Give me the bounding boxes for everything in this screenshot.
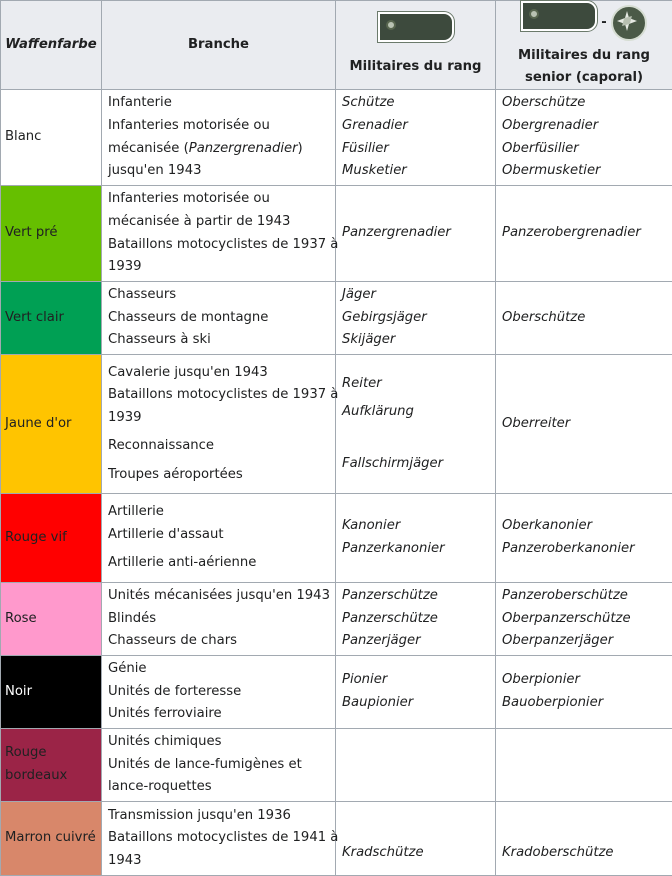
rang-line: Füsilier bbox=[342, 138, 489, 161]
color-cell-marron-cuivre: Marron cuivré bbox=[1, 802, 102, 876]
branche-line: Artillerie anti-aérienne bbox=[108, 552, 329, 575]
header-militaires-du-rang bbox=[336, 1, 496, 90]
branche-line: Unités mécanisées jusqu'en 1943 bbox=[108, 585, 329, 608]
senior-cell bbox=[496, 186, 672, 282]
shoulder-strap-icon bbox=[378, 12, 454, 51]
branche-line: Cavalerie jusqu'en 1943 bbox=[108, 362, 329, 385]
senior-line: Oberschütze bbox=[502, 92, 666, 115]
table-row bbox=[1, 656, 672, 729]
branche-line: Génie bbox=[108, 658, 329, 681]
senior-line: Oberpionier bbox=[502, 669, 666, 692]
branche-cell bbox=[102, 282, 336, 355]
rang-line: Kanonier bbox=[342, 515, 489, 538]
branche-line: Artillerie d'assaut bbox=[108, 524, 329, 547]
table-row bbox=[1, 802, 672, 876]
branche-cell bbox=[102, 656, 336, 729]
color-name-line: Rouge bbox=[5, 742, 97, 765]
rang-line: Aufklärung bbox=[342, 401, 489, 424]
header-branche: Branche bbox=[102, 1, 336, 90]
branche-line: lance-roquettes bbox=[108, 776, 329, 799]
header-militaires-du-rang-senior bbox=[496, 1, 672, 90]
star-pip-icon bbox=[611, 5, 647, 41]
rang-line: Pionier bbox=[342, 669, 489, 692]
rang-cell bbox=[336, 355, 496, 494]
color-cell-blanc: Blanc bbox=[1, 90, 102, 186]
branche-cell bbox=[102, 802, 336, 876]
branche-cell bbox=[102, 355, 336, 494]
senior-cell bbox=[496, 355, 672, 494]
rang-cell bbox=[336, 802, 496, 876]
rang-line: Grenadier bbox=[342, 115, 489, 138]
rang-line: Panzerjäger bbox=[342, 630, 489, 653]
branche-line: Troupes aéroportées bbox=[108, 464, 329, 487]
branche-line: Unités de forteresse bbox=[108, 681, 329, 704]
senior-cell bbox=[496, 494, 672, 583]
rang-line: Fallschirmjäger bbox=[342, 453, 489, 476]
branche-line: mécanisée à partir de 1943 bbox=[108, 211, 329, 234]
branche-line: Bataillons motocyclistes de 1941 à bbox=[108, 827, 329, 850]
branche-line: Chasseurs de chars bbox=[108, 630, 329, 653]
color-cell-noir: Noir bbox=[1, 656, 102, 729]
senior-line: Oberschütze bbox=[502, 307, 666, 330]
branche-line: Artillerie bbox=[108, 501, 329, 524]
branche-line: 1939 bbox=[108, 407, 329, 430]
branche-line: Infanteries motorisée ou bbox=[108, 188, 329, 211]
header-waffenfarbe: Waffenfarbe bbox=[1, 1, 102, 90]
senior-line: Obergrenadier bbox=[502, 115, 666, 138]
branche-line: Bataillons motocyclistes de 1937 à bbox=[108, 234, 329, 257]
rang-line: Kradschütze bbox=[342, 842, 489, 865]
branche-line: Infanterie bbox=[108, 92, 329, 115]
table-row bbox=[1, 494, 672, 583]
branche-line: Blindés bbox=[108, 608, 329, 631]
senior-cell bbox=[496, 802, 672, 876]
senior-line: Oberfüsilier bbox=[502, 138, 666, 161]
senior-line: Bauoberpionier bbox=[502, 692, 666, 715]
branche-cell bbox=[102, 186, 336, 282]
rang-line: Reiter bbox=[342, 373, 489, 396]
header-senior-line2: senior (caporal) bbox=[500, 67, 668, 89]
header-rang-label: Militaires du rang bbox=[340, 56, 491, 78]
rang-line: Jäger bbox=[342, 284, 489, 307]
senior-line: Oberreiter bbox=[502, 413, 666, 436]
table-row bbox=[1, 355, 672, 494]
table-row bbox=[1, 282, 672, 355]
branche-line: jusqu'en 1943 bbox=[108, 160, 329, 183]
branche-line: Chasseurs de montagne bbox=[108, 307, 329, 330]
color-cell-rouge-bordeaux bbox=[1, 729, 102, 802]
branche-line: Unités de lance-fumigènes et bbox=[108, 754, 329, 777]
rang-cell bbox=[336, 282, 496, 355]
color-cell-rouge-vif: Rouge vif bbox=[1, 494, 102, 583]
senior-cell bbox=[496, 282, 672, 355]
rang-cell bbox=[336, 656, 496, 729]
color-cell-vert-pre: Vert pré bbox=[1, 186, 102, 282]
header-row bbox=[1, 1, 672, 90]
table-row bbox=[1, 729, 672, 802]
rang-cell bbox=[336, 729, 496, 802]
rang-line: Schütze bbox=[342, 92, 489, 115]
senior-cell bbox=[496, 656, 672, 729]
rang-line: Baupionier bbox=[342, 692, 489, 715]
shoulder-strap-icon bbox=[521, 1, 597, 45]
senior-line: Panzeroberkanonier bbox=[502, 538, 666, 561]
senior-line: Obermusketier bbox=[502, 160, 666, 183]
branche-line: 1943 bbox=[108, 850, 329, 873]
rang-line: Panzerschütze bbox=[342, 585, 489, 608]
senior-line: Oberpanzerschütze bbox=[502, 608, 666, 631]
rang-line: Panzerschütze bbox=[342, 608, 489, 631]
branche-cell bbox=[102, 729, 336, 802]
rang-cell bbox=[336, 583, 496, 656]
table-row bbox=[1, 583, 672, 656]
rang-cell bbox=[336, 186, 496, 282]
branche-cell bbox=[102, 90, 336, 186]
branche-line: Chasseurs bbox=[108, 284, 329, 307]
rang-line: Panzergrenadier bbox=[342, 222, 489, 245]
rang-cell bbox=[336, 494, 496, 583]
header-senior-line1: Militaires du rang bbox=[500, 45, 668, 67]
rang-line: Skijäger bbox=[342, 329, 489, 352]
rang-line: Musketier bbox=[342, 160, 489, 183]
senior-line: Panzerobergrenadier bbox=[502, 222, 666, 245]
senior-cell bbox=[496, 90, 672, 186]
branche-line: Unités chimiques bbox=[108, 731, 329, 754]
table-row bbox=[1, 186, 672, 282]
senior-cell bbox=[496, 729, 672, 802]
branche-line: Chasseurs à ski bbox=[108, 329, 329, 352]
branche-line: Transmission jusqu'en 1936 bbox=[108, 805, 329, 828]
color-cell-vert-clair: Vert clair bbox=[1, 282, 102, 355]
table-row bbox=[1, 90, 672, 186]
rang-line: Panzerkanonier bbox=[342, 538, 489, 561]
branche-line: Reconnaissance bbox=[108, 435, 329, 458]
color-cell-jaune-dor: Jaune d'or bbox=[1, 355, 102, 494]
branche-line: Infanteries motorisée ou bbox=[108, 115, 329, 138]
branche-cell bbox=[102, 583, 336, 656]
color-cell-rose: Rose bbox=[1, 583, 102, 656]
rang-cell bbox=[336, 90, 496, 186]
senior-cell bbox=[496, 583, 672, 656]
senior-line: Kradoberschütze bbox=[502, 842, 666, 865]
rang-line: Gebirgsjäger bbox=[342, 307, 489, 330]
senior-line: Oberpanzerjäger bbox=[502, 630, 666, 653]
senior-line: Oberkanonier bbox=[502, 515, 666, 538]
color-name-line: bordeaux bbox=[5, 765, 97, 788]
branche-line: Bataillons motocyclistes de 1937 à bbox=[108, 384, 329, 407]
senior-line: Panzeroberschütze bbox=[502, 585, 666, 608]
branche-line: mécanisée (Panzergrenadier) bbox=[108, 138, 329, 161]
branche-line: 1939 bbox=[108, 256, 329, 279]
dash-separator: - bbox=[601, 6, 606, 40]
branche-cell bbox=[102, 494, 336, 583]
branche-line: Unités ferroviaire bbox=[108, 703, 329, 726]
